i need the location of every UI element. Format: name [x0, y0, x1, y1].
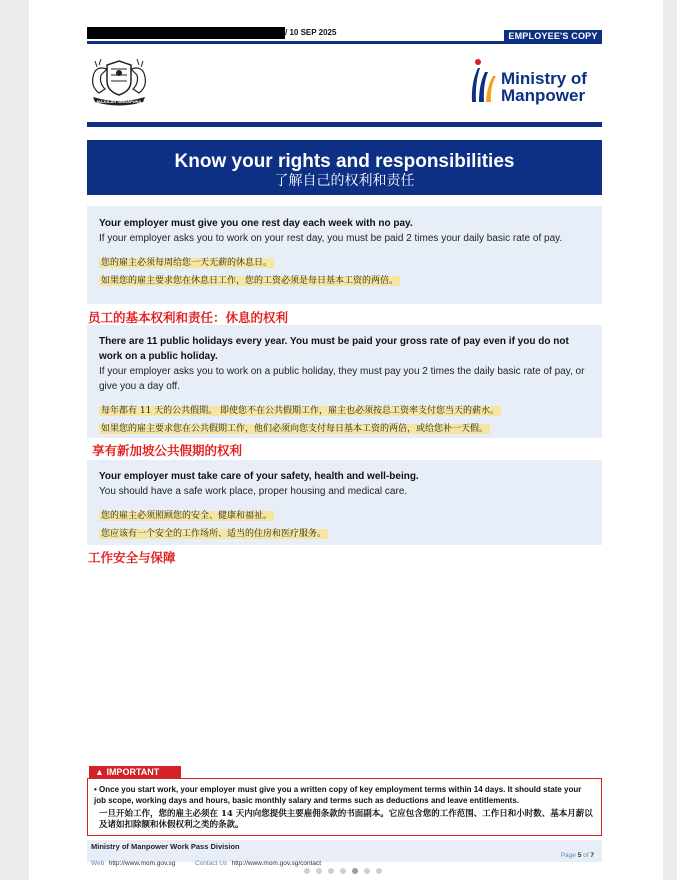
section-heading: Your employer must take care of your safety, health and well-being.: [99, 471, 419, 482]
page-dot[interactable]: [376, 868, 382, 874]
title-banner: [87, 140, 602, 195]
top-rule: [87, 41, 602, 44]
important-label: IMPORTANT: [106, 767, 160, 777]
section-body: If your employer asks you to work on your rest day, you must be paid 2 times your daily basic rate of pay.: [99, 233, 563, 244]
highlight-chinese-line: 如果您的雇主要求您在休息日工作，您的工资必须是每日基本工资的两倍。: [101, 276, 399, 286]
contact-link[interactable]: http://www.mom.gov.sg/contact: [231, 860, 322, 867]
redacted-name-bar: [87, 27, 285, 39]
page-dot[interactable]: [340, 868, 346, 874]
section-rest-day: [87, 206, 602, 304]
page-footer: [87, 840, 602, 867]
highlight-chinese-line: 如果您的雇主要求您在公共假期工作，他们必须向您支付每日基本工资的两倍，或给您补一天假。: [101, 424, 489, 434]
document-page: [29, 0, 663, 880]
section-heading: Your employer must give you one rest day each week with no pay.: [99, 218, 413, 229]
highlight-chinese-line: 您的雇主必须每周给您一天无薪的休息日。: [101, 258, 273, 268]
mid-rule: [87, 122, 602, 127]
section-body: If your employer asks you to work on a public holiday, they must pay you 2 times the daily basic rate of pay, or give you a day off.: [99, 366, 585, 392]
highlight-chinese-line: 您应该有一个安全的工作场所、适当的住房和医疗服务。: [101, 529, 327, 539]
mom-logo-text: Ministry of Manpower: [501, 69, 587, 105]
section-chinese-heading: 工作安全与保障: [88, 550, 176, 565]
title-chinese: 了解自己的权利和责任: [274, 173, 415, 189]
page-dot[interactable]: [364, 868, 370, 874]
web-label: Web: [91, 860, 105, 867]
page-dot-active[interactable]: [352, 868, 358, 874]
web-link[interactable]: http://www.mom.gov.sg: [108, 860, 176, 867]
footer-division: Ministry of Manpower Work Pass Division: [91, 842, 240, 851]
page-dot[interactable]: [304, 868, 310, 874]
page-dot[interactable]: [328, 868, 334, 874]
section-heading: There are 11 public holidays every year. You must be paid your gross rate of pay even if you do not work on a public holiday.: [99, 336, 569, 362]
singapore-crest-icon: [87, 55, 151, 107]
svg-text:MAJULAH SINGAPURA: MAJULAH SINGAPURA: [96, 99, 142, 104]
issue-date: / 10 SEP 2025: [285, 28, 337, 37]
title-english: Know your rights and responsibilities: [174, 151, 515, 172]
important-tag: [89, 766, 181, 778]
page-indicator[interactable]: [300, 864, 390, 878]
warning-icon: ▲: [95, 767, 104, 777]
section-body: You should have a safe work place, proper housing and medical care.: [99, 486, 408, 497]
page-number: Page 5 of 7: [560, 852, 594, 859]
section-chinese-heading: 享有新加坡公共假期的权利: [92, 443, 243, 458]
important-box: [87, 778, 602, 836]
section-safety: [87, 460, 602, 545]
highlight-chinese-line: 您的雇主必须照顾您的安全、健康和福祉。: [101, 511, 273, 521]
highlight-chinese-line: 每年都有 11 天的公共假期。 即使您不在公共假期工作，雇主也必须按总工资率支付您当天的薪水。: [101, 406, 500, 416]
section-chinese-heading: 员工的基本权利和责任：休息的权利: [88, 310, 289, 325]
important-chinese: 一旦开始工作，您的雇主必须在 14 天内向您提供主要雇佣条款的书面副本。它应包含您的工作范围、工作日和小时数、基本月薪以及诸如扣除额和休假权利之类的条款。: [99, 809, 593, 830]
employee-copy-label: EMPLOYEE'S COPY: [504, 30, 602, 42]
page-dot[interactable]: [316, 868, 322, 874]
section-public-holidays: [87, 325, 602, 438]
important-english: • Once you start work, your employer must give you a written copy of key employment terms within 14 days. It should state your job scope, working days and hours, basic monthly salary and terms such as deductions and leave entitlements.: [94, 785, 582, 805]
contact-label: Contact Us: [195, 860, 228, 867]
